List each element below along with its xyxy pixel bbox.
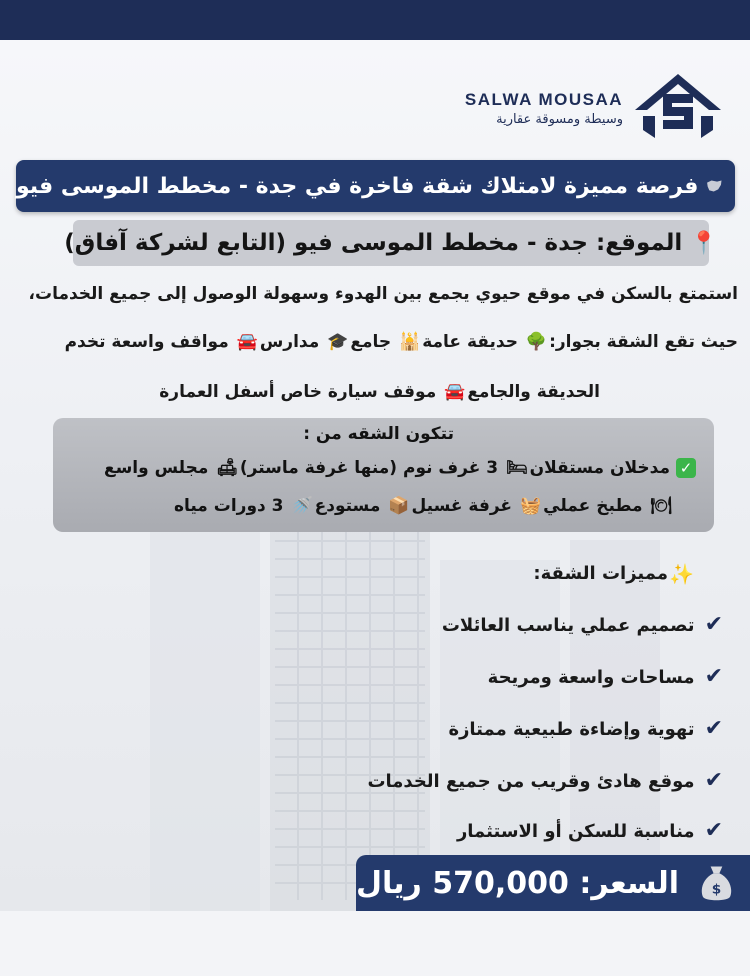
feature-item: ✔مساحات واسعة ومريحة (487, 664, 723, 689)
plate-icon: 🍽 (650, 496, 672, 516)
sparkle-icon: ✨ (669, 562, 694, 586)
comp-storage: مستودع (314, 496, 387, 516)
title-text: فرصة مميزة لامتلاك شقة فاخرة في جدة - مخطط الموسى فيو (16, 173, 699, 199)
composition-heading: تتكون الشقه من : (303, 424, 454, 444)
car-icon: 🚘 (444, 382, 466, 402)
comp-bathrooms: 3 دورات مياه (173, 496, 290, 516)
basket-icon: 🧺 (519, 496, 542, 516)
comp-laundry: غرفة غسيل (411, 496, 518, 516)
svg-text:$: $ (711, 881, 722, 898)
building-silhouette (150, 470, 260, 911)
pin-icon: 📍 (690, 230, 718, 256)
car-icon: 🚘 (236, 332, 258, 352)
shower-icon: 🚿 (291, 496, 313, 516)
price-bar (356, 855, 750, 911)
money-bag-icon (697, 862, 736, 904)
composition-box (53, 418, 714, 532)
feature-item: ✔مناسبة للسكن أو الاستثمار (456, 818, 723, 843)
price-text: السعر: 570,000 ريال (356, 865, 680, 901)
intro-line-1: استمتع بالسكن في موقع حيوي يجمع بين الهدوء وسهولة الوصول إلى جميع الخدمات، (28, 284, 738, 304)
title-banner (16, 160, 735, 212)
brand-mark-icon (633, 72, 723, 142)
feature-item: ✔موقع هادئ وقريب من جميع الخدمات (367, 768, 723, 793)
bed-icon: 🛏 (506, 458, 528, 478)
box-icon: 📦 (388, 496, 410, 516)
composition-line-1 (104, 458, 696, 478)
intro-line-2 (65, 332, 738, 352)
intro-park-mosque: الحديقة والجامع (467, 382, 600, 402)
graduation-cap-icon: 🎓 (327, 332, 349, 352)
brand-logo (464, 72, 733, 142)
intro-park: حديقة عامة (422, 332, 524, 352)
checkmark-icon: ✔ (704, 768, 723, 793)
tree-icon: 🌳 (525, 332, 548, 352)
brand-name-en: SALWA MOUSAA (464, 90, 623, 109)
checkmark-icon: ✔ (704, 612, 723, 637)
composition-line-2 (174, 496, 674, 516)
checkmark-icon: ✔ (704, 716, 723, 741)
comp-bedrooms: 3 غرف نوم (منها غرفة ماستر) (239, 458, 505, 478)
comp-kitchen: مطبخ عملي (543, 496, 649, 516)
mosque-icon: 🕌 (399, 332, 421, 352)
check-box-icon: ✓ (676, 458, 696, 478)
checkmark-icon: ✔ (704, 818, 723, 843)
feature-item: ✔تصميم عملي يناسب العائلات (441, 612, 723, 637)
map-icon (706, 174, 723, 198)
top-bar (0, 0, 750, 40)
comp-entrances: مدخلان مستقلان (529, 458, 670, 478)
comp-majlis: مجلس واسع (103, 458, 215, 478)
bathtub-icon: 🛋 (216, 458, 238, 478)
feature-item: ✔تهوية وإضاءة طبيعية ممتازة (448, 716, 723, 741)
location-banner (64, 220, 718, 266)
intro-private-parking: موقف سيارة خاص أسفل العمارة (159, 382, 443, 402)
intro-mosque: جامع (350, 332, 398, 352)
checkmark-icon: ✔ (704, 664, 723, 689)
features-title: مميزات الشقة: (533, 563, 668, 584)
intro-schools: مدارس (259, 332, 326, 352)
building-windows (275, 520, 425, 900)
intro-parking: مواقف واسعة تخدم (64, 332, 235, 352)
intro-near-label: حيث تقع الشقة بجوار: (549, 332, 738, 352)
intro-line-3 (159, 382, 600, 402)
location-text: الموقع: جدة - مخطط الموسى فيو (التابع لشركة آفاق) (64, 230, 683, 256)
brand-tagline-ar: وسيطة ومسوقة عقارية (496, 112, 623, 127)
